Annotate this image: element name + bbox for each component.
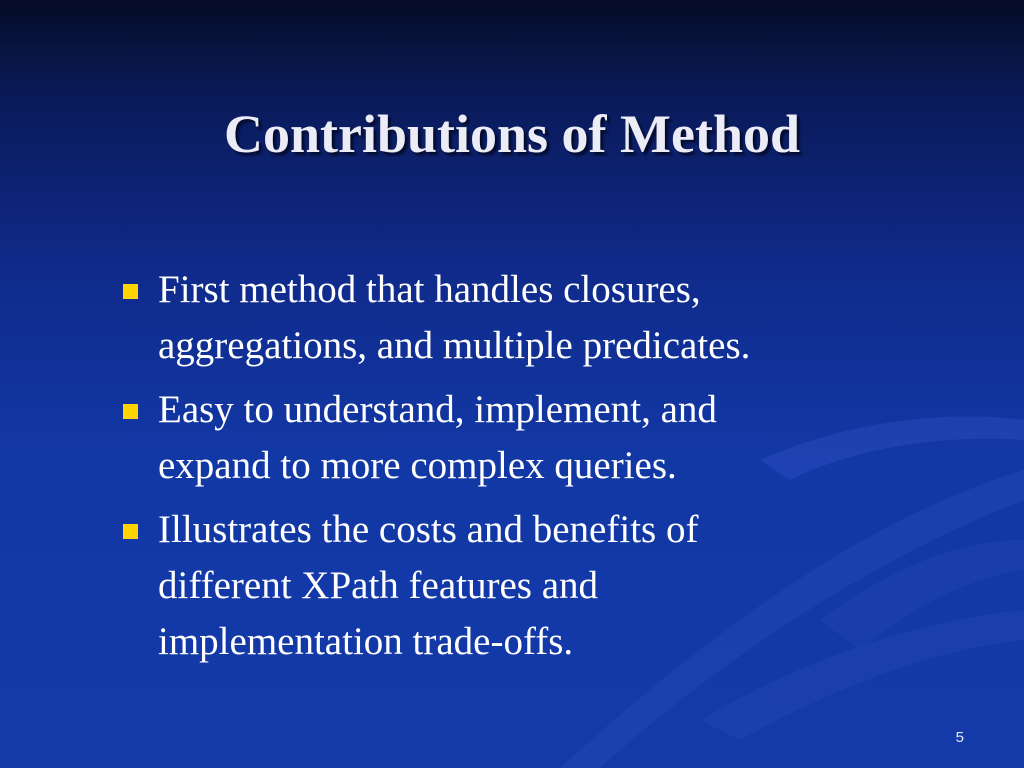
square-bullet-icon (123, 524, 138, 539)
slide-title: Contributions of Method (223, 104, 801, 164)
bullet-item (118, 502, 838, 670)
square-bullet-icon (123, 404, 138, 419)
bullet-text: Illustrates the costs and benefits of different XPath features and implementation trade-offs. (158, 508, 699, 663)
bullet-text: Easy to understand, implement, and expand to more complex queries. (158, 388, 717, 487)
square-bullet-icon (123, 284, 138, 299)
bullet-text: First method that handles closures, aggregations, and multiple predicates. (158, 268, 751, 367)
bullet-item (118, 382, 838, 494)
bullet-list (118, 262, 838, 678)
bullet-item (118, 262, 838, 374)
page-number: 5 (955, 729, 964, 746)
